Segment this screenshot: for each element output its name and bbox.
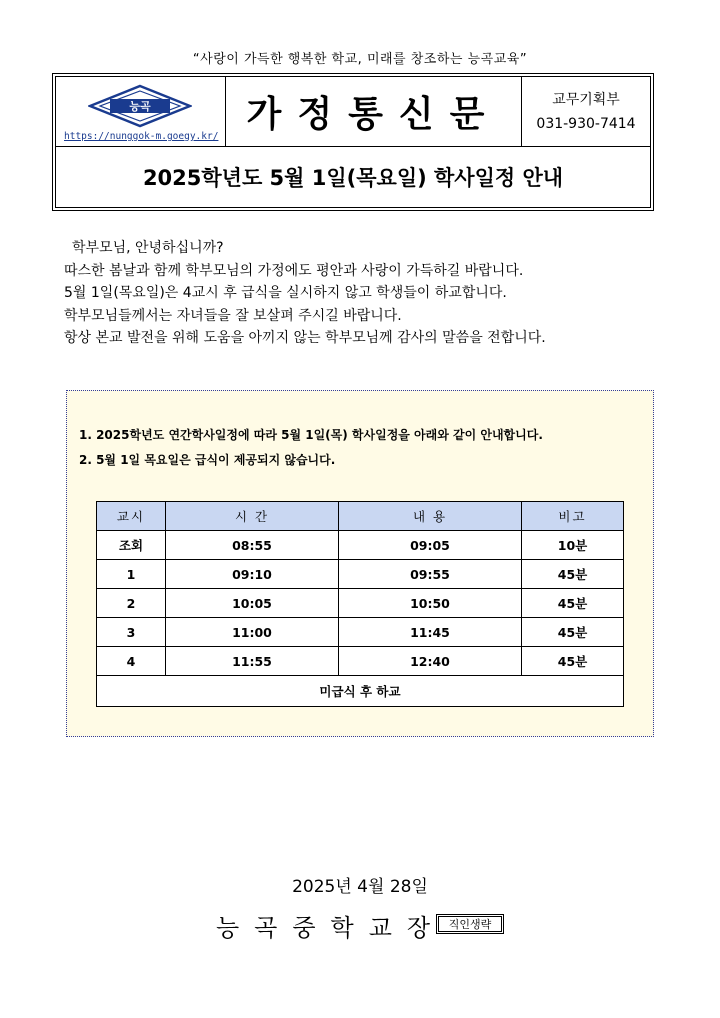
table-row — [97, 531, 624, 560]
dismissal-note: 미급식 후 하교 — [97, 676, 624, 707]
period-cell: 3 — [97, 618, 166, 647]
logo-text: 능곡 — [129, 100, 151, 113]
greeting-paragraph — [64, 237, 664, 350]
school-motto: “사랑이 가득한 행복한 학교, 미래를 창조하는 능곡교육” — [192, 52, 528, 67]
period-cell: 2 — [97, 589, 166, 618]
column-header: 교시 — [97, 502, 166, 531]
column-header: 비고 — [522, 502, 624, 531]
phone-number: 031-930-7414 — [536, 115, 636, 132]
greeting-line: 항상 본교 발전을 위해 도움을 아끼지 않는 학부모님께 감사의 말씀을 전합니다. — [64, 330, 546, 346]
notice-item: 2. 5월 1일 목요일은 급식이 제공되지 않습니다. — [79, 453, 336, 467]
title-cell — [226, 77, 522, 147]
greeting-line: 5월 1일(목요일)은 4교시 후 급식을 실시하지 않고 학생들이 하교합니다. — [64, 285, 507, 301]
contact-cell — [522, 77, 650, 147]
start-time-cell: 09:10 — [166, 560, 339, 589]
end-time-cell: 09:05 — [339, 531, 522, 560]
greeting-line: 따스한 봄날과 함께 학부모님의 가정에도 평안과 사랑이 가득하길 바랍니다. — [64, 262, 524, 279]
duration-cell: 10분 — [522, 531, 624, 560]
newsletter-subject: 2025학년도 5월 1일(목요일) 학사일정 안내 — [142, 166, 564, 190]
subject-cell — [56, 147, 650, 207]
duration-cell: 45분 — [522, 560, 624, 589]
notice-item: 1. 2025학년도 연간학사일정에 따라 5월 1일(목) 학사일정을 아래와 같이 안내합니다. — [79, 428, 543, 442]
school-logo-icon — [88, 84, 192, 128]
newsletter-header — [52, 73, 654, 211]
notice-list — [79, 423, 543, 473]
department-name: 교무기획부 — [552, 91, 620, 108]
greeting-line: 학부모님들께서는 자녀들을 잘 보살펴 주시길 바랍니다. — [64, 307, 402, 324]
seal-omitted-stamp: 직인생략 — [436, 914, 504, 934]
school-url-link[interactable]: https://nunggok-m.goegy.kr/ — [64, 131, 219, 142]
newsletter-title: 가정통신문 — [246, 94, 501, 135]
end-time-cell: 12:40 — [339, 647, 522, 676]
table-row — [97, 589, 624, 618]
greeting-line: 학부모님, 안녕하십니까? — [72, 240, 224, 256]
notice-box — [66, 390, 654, 737]
schedule-table — [96, 501, 624, 707]
issue-date: 2025년 4월 28일 — [292, 877, 428, 897]
period-cell: 조회 — [97, 531, 166, 560]
duration-cell: 45분 — [522, 589, 624, 618]
table-row — [97, 647, 624, 676]
start-time-cell: 11:00 — [166, 618, 339, 647]
start-time-cell: 08:55 — [166, 531, 339, 560]
table-row — [97, 560, 624, 589]
period-cell: 1 — [97, 560, 166, 589]
table-header-row — [97, 502, 624, 531]
table-footer-row — [97, 676, 624, 707]
end-time-cell: 09:55 — [339, 560, 522, 589]
table-row — [97, 618, 624, 647]
duration-cell: 45분 — [522, 618, 624, 647]
start-time-cell: 11:55 — [166, 647, 339, 676]
end-time-cell: 10:50 — [339, 589, 522, 618]
start-time-cell: 10:05 — [166, 589, 339, 618]
principal-signature: 능곡중학교장 — [216, 914, 446, 942]
period-cell: 4 — [97, 647, 166, 676]
duration-cell: 45분 — [522, 647, 624, 676]
end-time-cell: 11:45 — [339, 618, 522, 647]
column-header: 내 용 — [339, 502, 522, 531]
logo-cell — [56, 77, 226, 147]
column-header: 시 간 — [166, 502, 339, 531]
